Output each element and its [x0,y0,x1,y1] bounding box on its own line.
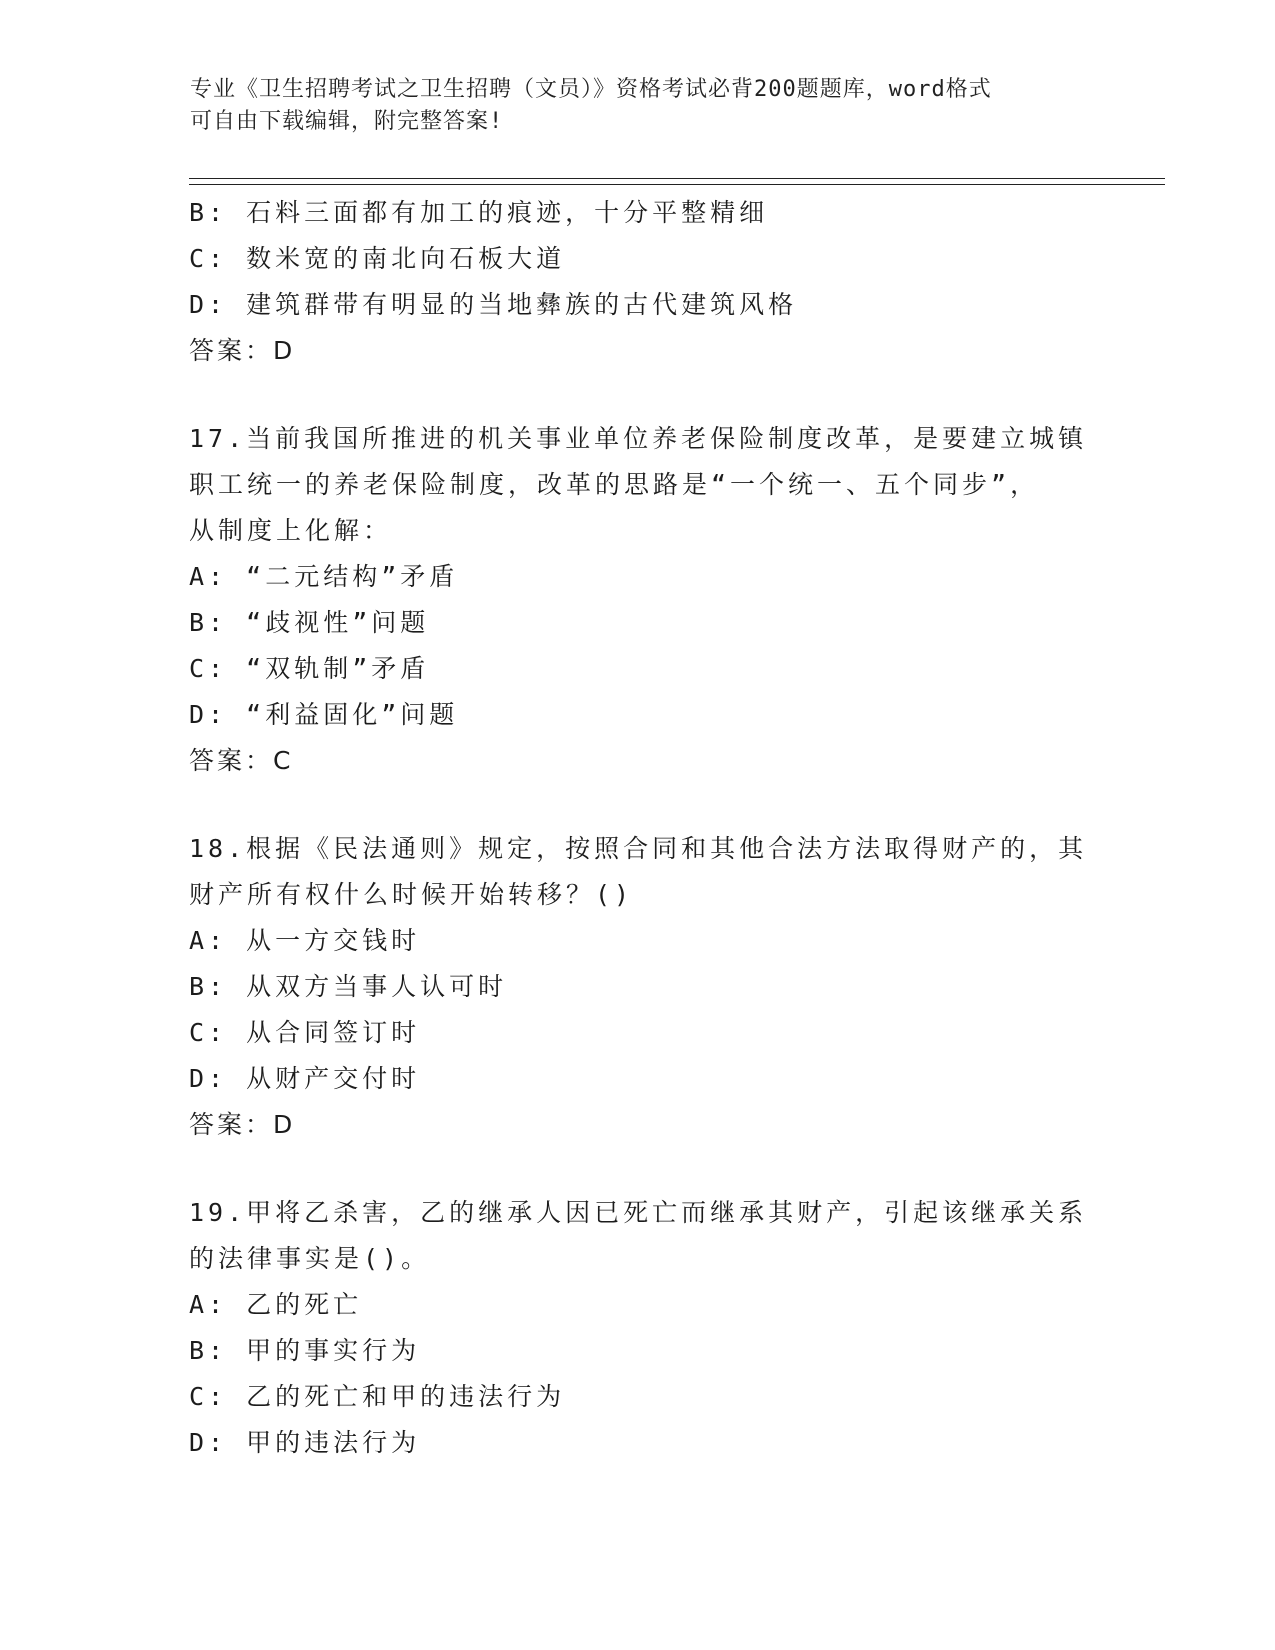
option-d: D: 从财产交付时 [189,1064,421,1093]
answer-line: 答案：D [189,336,296,365]
header-title-line-1: 专业《卫生招聘考试之卫生招聘（文员）》资格考试必背200题题库，word格式 [190,77,992,102]
option-b: B: 从双方当事人认可时 [189,972,508,1001]
answer-line: 答案：C [189,746,294,775]
option-d: D: 甲的违法行为 [189,1428,421,1457]
question-text-line: 17.当前我国所推进的机关事业单位养老保险制度改革，是要建立城镇 [189,424,1088,453]
question-text-line: 18.根据《民法通则》规定，按照合同和其他合法方法取得财产的，其 [189,834,1088,863]
document-body [189,190,1089,1466]
option-b: B: 石料三面都有加工的痕迹，十分平整精细 [189,198,769,227]
option-d: D: 建筑群带有明显的当地彝族的古代建筑风格 [189,290,798,319]
option-a: A: 乙的死亡 [189,1290,363,1319]
question-text-line: 从制度上化解： [189,516,393,545]
option-c: C: “双轨制”矛盾 [189,654,430,683]
question-text-line: 财产所有权什么时候开始转移？() [189,880,634,909]
question-19 [189,1190,1089,1466]
question-text-line: 19.甲将乙杀害，乙的继承人因已死亡而继承其财产，引起该继承关系 [189,1198,1088,1227]
option-c: C: 数米宽的南北向石板大道 [189,244,566,273]
question-16-continued [189,190,1089,374]
header-divider-top [189,178,1165,179]
question-text-line: 的法律事实是()。 [189,1244,431,1273]
option-d: D: “利益固化”问题 [189,700,459,729]
option-c: C: 乙的死亡和甲的违法行为 [189,1382,566,1411]
header-divider-bottom [189,184,1165,185]
header-title-line-2: 可自由下载编辑，附完整答案! [190,109,504,134]
option-a: A: 从一方交钱时 [189,926,421,955]
question-18 [189,826,1089,1148]
option-b: B: 甲的事实行为 [189,1336,421,1365]
answer-line: 答案：D [189,1110,296,1139]
question-17 [189,416,1089,784]
question-text-line: 职工统一的养老保险制度，改革的思路是“一个统一、五个同步”， [189,470,1040,499]
document-header [190,74,1090,138]
option-b: B: “歧视性”问题 [189,608,430,637]
option-c: C: 从合同签订时 [189,1018,421,1047]
option-a: A: “二元结构”矛盾 [189,562,459,591]
